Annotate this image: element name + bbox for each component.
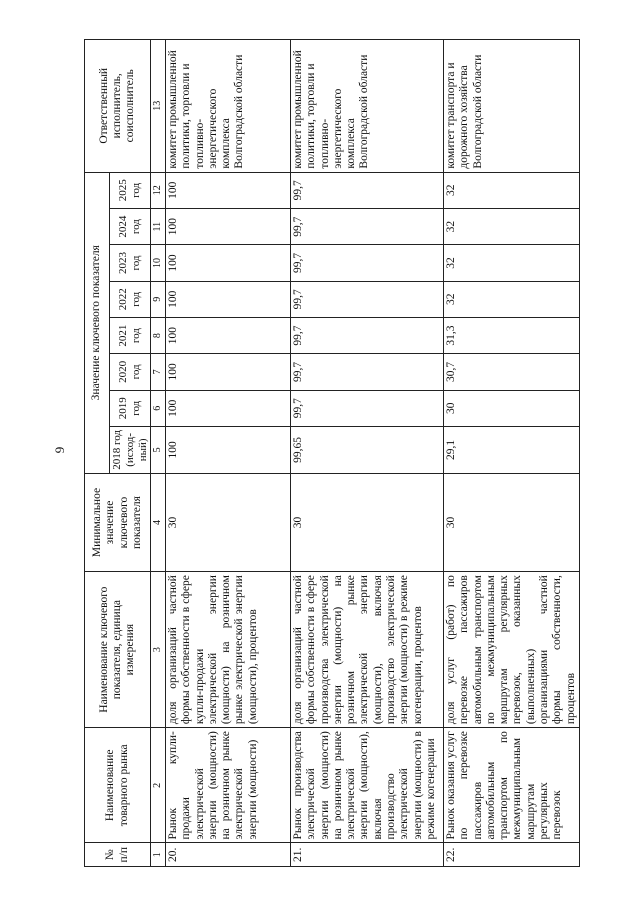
header-num: № п/п xyxy=(85,843,151,867)
responsible-party: комитет транспорта и дорожного хозяйства Волгоградской области xyxy=(443,40,579,173)
market-name: Рынок производства электрической энергии (мощности) на розничном рынке электрической энергии (мощности), включая производство электрической энергии (мощности) в режиме когенерации xyxy=(290,728,443,843)
table-row xyxy=(443,40,579,867)
header-row xyxy=(85,40,110,867)
market-name: Рынок оказания услуг по перевозке пассажиров автомобильным транспортом по межмуниципальным маршрутам регулярных перевозок xyxy=(443,728,579,843)
year-value: 32 xyxy=(443,281,579,317)
column-number: 1 xyxy=(151,843,166,867)
year-value: 30,7 xyxy=(443,354,579,390)
minimum-value: 30 xyxy=(290,473,443,571)
responsible-party: комитет промышленной политики, торговли и топливно-энергетического комплекса Волгоградской области xyxy=(165,40,290,173)
header-year: 2024 год xyxy=(110,209,151,245)
column-number: 10 xyxy=(151,245,166,281)
responsible-party: комитет промышленной политики, торговли и топливно-энергетического комплекса Волгоградской области xyxy=(290,40,443,173)
column-number: 2 xyxy=(151,728,166,843)
year-value: 99,7 xyxy=(290,245,443,281)
header-minimum: Минимальное значение ключевого показателя xyxy=(85,473,151,571)
column-number: 7 xyxy=(151,354,166,390)
header-year: 2019 год xyxy=(110,390,151,426)
indicators-table xyxy=(84,39,580,867)
indicator-name: доля организаций частной формы собственности в сфере купли-продажи электрической энергии (мощности) на розничном рынке электрической энергии (мощности), процентов xyxy=(165,572,290,728)
header-year: 2023 год xyxy=(110,245,151,281)
indicator-name: доля услуг (работ) по перевозке пассажиров автомобильным транспортом по межмуниципальным маршрутам регулярных перевозок, оказанных (выполненных) организациями частной формы собственности, процентов xyxy=(443,572,579,728)
year-value: 100 xyxy=(165,354,290,390)
column-number: 5 xyxy=(151,426,166,473)
table-row xyxy=(165,40,290,867)
table-row xyxy=(290,40,443,867)
year-value: 100 xyxy=(165,172,290,208)
minimum-value: 30 xyxy=(443,473,579,571)
header-market: Наименование товарного рынка xyxy=(85,728,151,843)
year-value: 100 xyxy=(165,209,290,245)
column-number: 3 xyxy=(151,572,166,728)
column-number: 11 xyxy=(151,209,166,245)
row-number: 20. xyxy=(165,843,290,867)
header-responsible: Ответственный исполнитель, соисполнитель xyxy=(85,40,151,173)
header-year: 2018 год (исход-ный) xyxy=(110,426,151,473)
header-year: 2021 год xyxy=(110,317,151,353)
year-value: 99,7 xyxy=(290,354,443,390)
year-value: 31,3 xyxy=(443,317,579,353)
header-indicator: Наименование ключевого показателя, единица измерения xyxy=(85,572,151,728)
market-name: Рынок купли-продажи электрической энергии (мощности) на розничном рынке электрической энергии (мощности) xyxy=(165,728,290,843)
column-number: 6 xyxy=(151,390,166,426)
year-value: 30 xyxy=(443,390,579,426)
header-year: 2020 год xyxy=(110,354,151,390)
year-value: 99,7 xyxy=(290,281,443,317)
header-year: 2022 год xyxy=(110,281,151,317)
header-values-group: Значение ключевого показателя xyxy=(85,172,110,473)
column-numbers-row xyxy=(151,40,166,867)
page-number: 9 xyxy=(52,446,67,454)
row-number: 21. xyxy=(290,843,443,867)
column-number: 12 xyxy=(151,172,166,208)
year-value: 100 xyxy=(165,245,290,281)
column-number: 8 xyxy=(151,317,166,353)
year-value: 100 xyxy=(165,390,290,426)
minimum-value: 30 xyxy=(165,473,290,571)
column-number: 13 xyxy=(151,40,166,173)
column-number: 9 xyxy=(151,281,166,317)
row-number: 22. xyxy=(443,843,579,867)
indicator-name: доля организаций частной формы собственности в сфере производства электрической энергии (мощности) на розничном рынке электрической энергии (мощности), включая производство электрической энергии (мощности) в режиме когенерации, процентов xyxy=(290,572,443,728)
year-value: 99,7 xyxy=(290,390,443,426)
year-value: 99,7 xyxy=(290,172,443,208)
year-value: 99,65 xyxy=(290,426,443,473)
year-value: 99,7 xyxy=(290,317,443,353)
year-value: 100 xyxy=(165,281,290,317)
year-value: 29,1 xyxy=(443,426,579,473)
year-value: 100 xyxy=(165,317,290,353)
year-value: 32 xyxy=(443,245,579,281)
year-value: 32 xyxy=(443,172,579,208)
year-value: 100 xyxy=(165,426,290,473)
header-year: 2025 год xyxy=(110,172,151,208)
year-value: 99,7 xyxy=(290,209,443,245)
column-number: 4 xyxy=(151,473,166,571)
year-value: 32 xyxy=(443,209,579,245)
